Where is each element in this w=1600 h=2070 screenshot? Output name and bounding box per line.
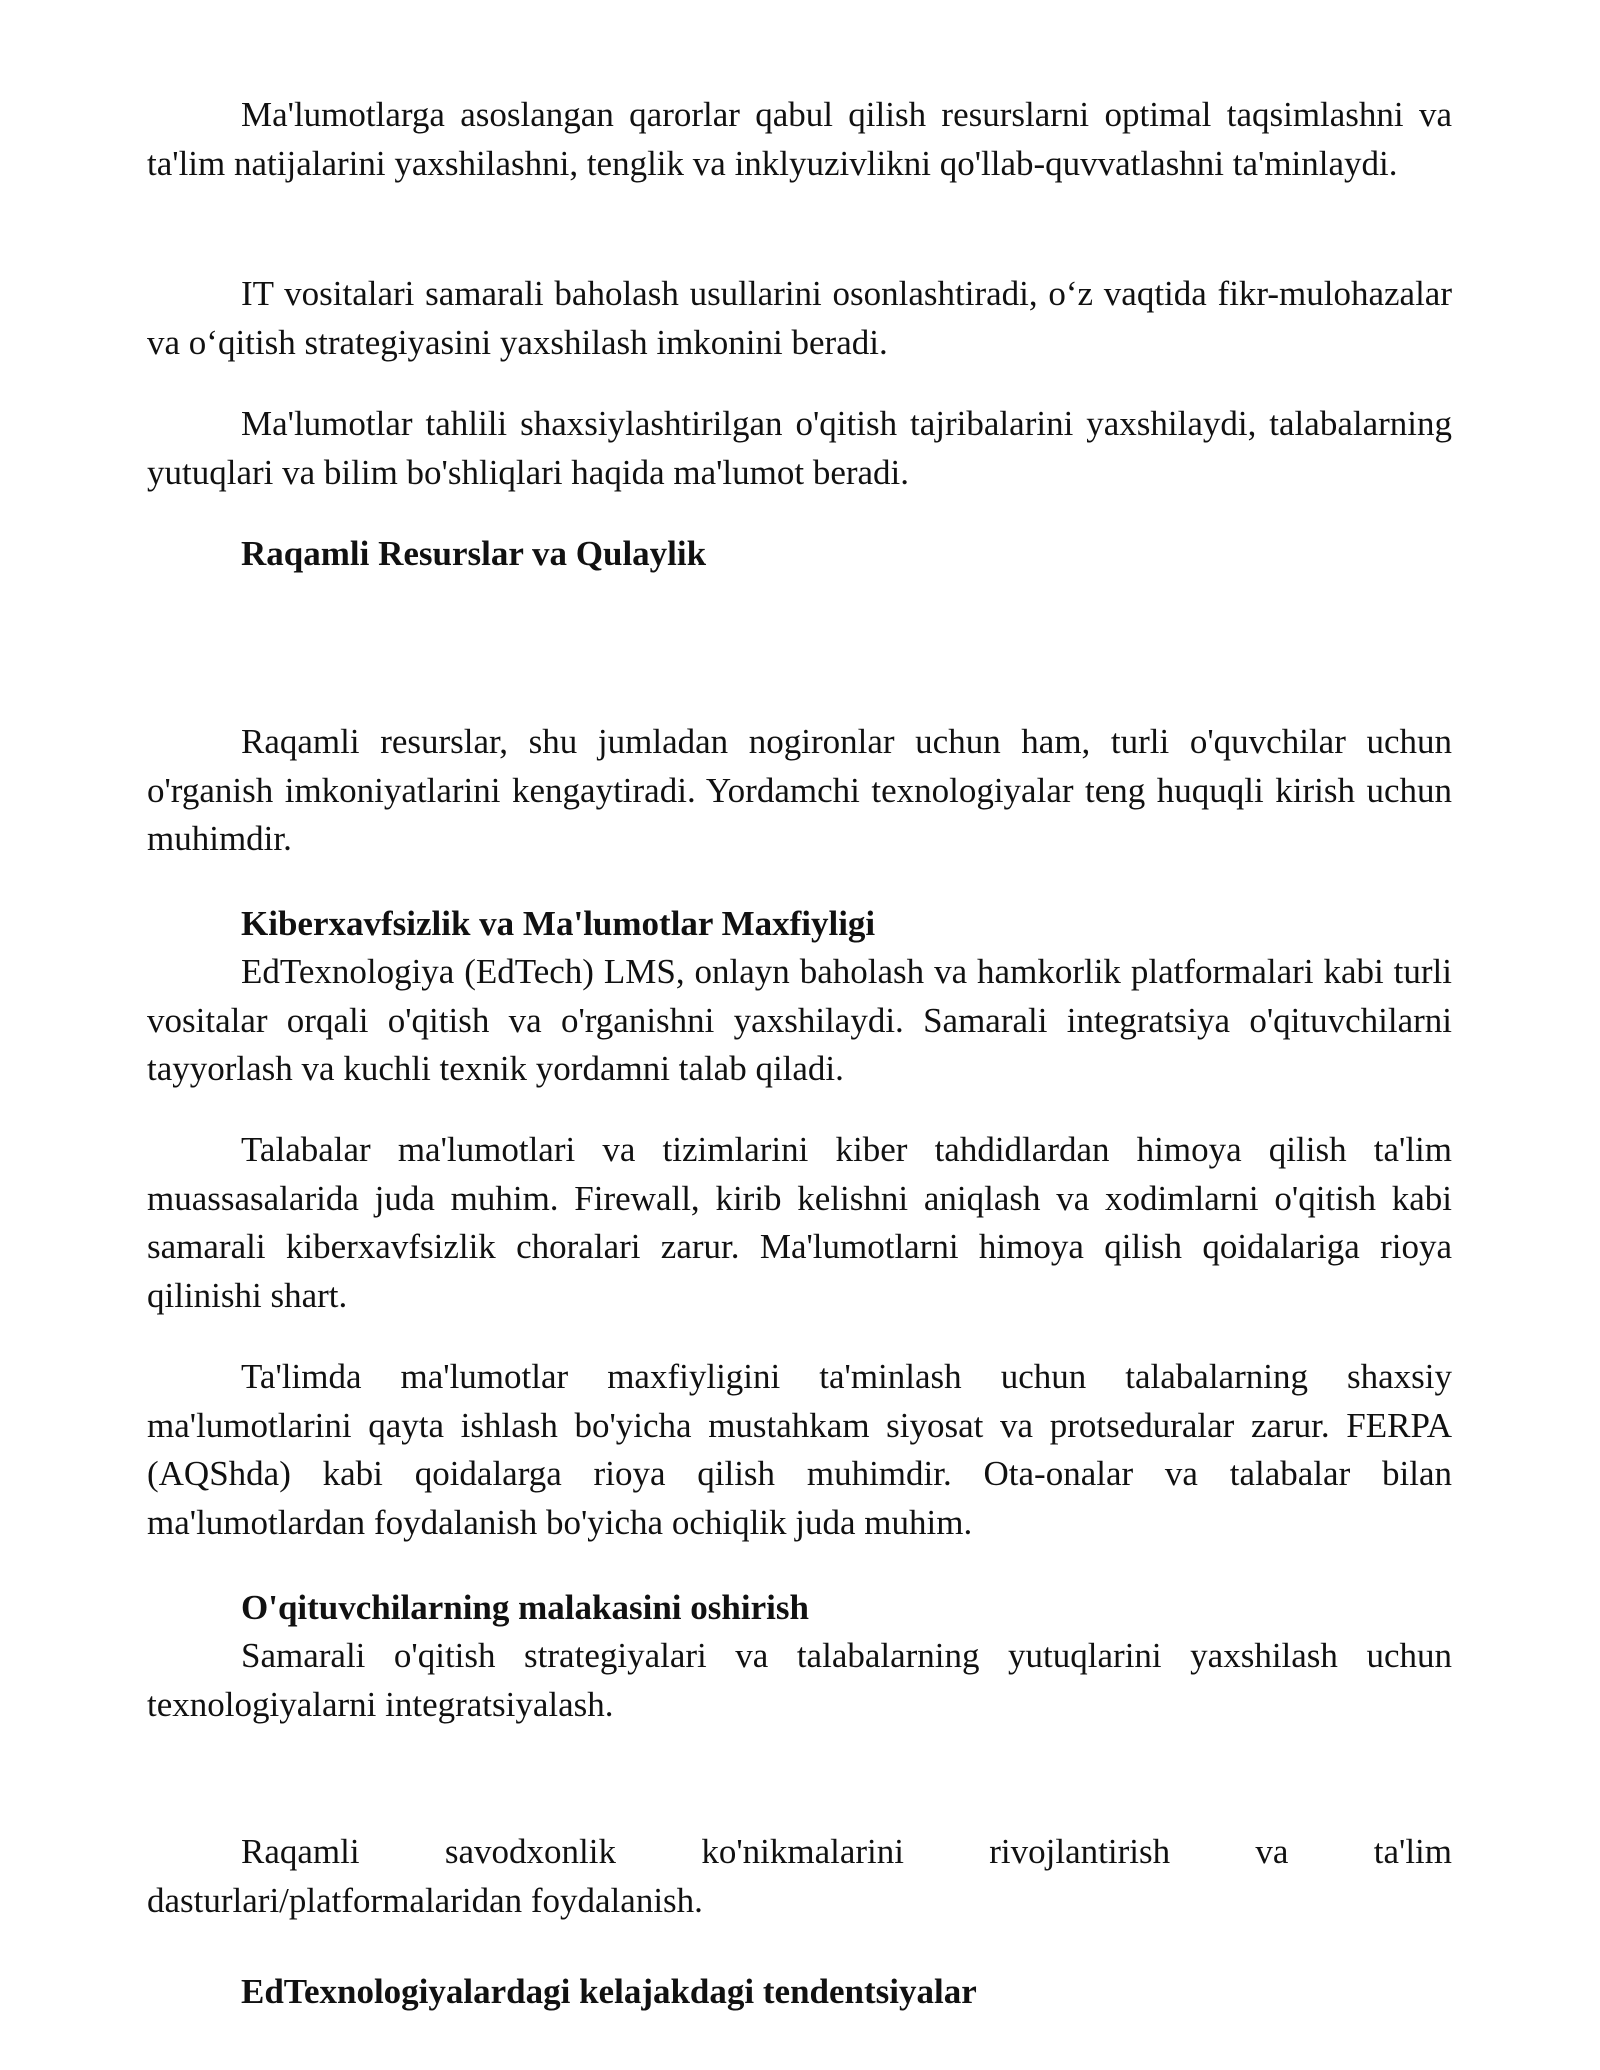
paragraph-data-driven-decisions: Ma'lumotlarga asoslangan qarorlar qabul qilish resurslarni optimal taqsimlashni va ta'lim natijalarini yaxshilashni, tenglik va inklyuzivlikni qo'llab-quvvatlashni ta'minlaydi. [147,95,1452,183]
heading-future-trends: EdTexnologiyalardagi kelajakdagi tendentsiyalar [241,1972,977,2011]
paragraph-digital-resources: Raqamli resurslar, shu jumladan nogironlar uchun ham, turli o'quvchilar uchun o'rganish imkoniyatlarini kengaytiradi. Yordamchi texnologiyalar teng huquqli kirish uchun muhimdir. [147,722,1452,858]
heading-digital-resources: Raqamli Resurslar va Qulaylik [241,534,707,573]
paragraph-data-privacy: Ta'limda ma'lumotlar maxfiyligini ta'minlash uchun talabalarning shaxsiy ma'lumotlarini qayta ishlash bo'yicha mustahkam siyosat va protseduralar zarur. FERPA (AQShda) kabi qoidalarga rioya qilish muhimdir. Ota-onalar va talabalar bilan ma'lumotlardan foydalanish bo'yicha ochiqlik juda muhim. [147,1357,1452,1542]
heading-cybersecurity: Kiberxavfsizlik va Ma'lumotlar Maxfiyligi [241,904,876,943]
paragraph-edtech: EdTexnologiya (EdTech) LMS, onlayn baholash va hamkorlik platformalari kabi turli vositalar orqali o'qitish va o'rganishni yaxshilaydi. Samarali integratsiya o'qituvchilarni tayyorlash va kuchli texnik yordamni talab qiladi. [147,952,1452,1088]
paragraph-it-tools-assessment: IT vositalari samarali baholash usullarini osonlashtiradi, o‘z vaqtida fikr-mulohazalar va o‘qitish strategiyasini yaxshilash imkonini beradi. [147,274,1452,362]
paragraph-data-analysis: Ma'lumotlar tahlili shaxsiylashtirilgan o'qitish tajribalarini yaxshilaydi, talabalarning yutuqlari va bilim bo'shliqlari haqida ma'lumot beradi. [147,404,1452,492]
paragraph-student-data-protection: Talabalar ma'lumotlari va tizimlarini kiber tahdidlardan himoya qilish ta'lim muassasalarida juda muhim. Firewall, kirib kelishni aniqlash va xodimlarni o'qitish kabi samarali kiberxavfsizlik choralari zarur. Ma'lumotlarni himoya qilish qoidalariga rioya qilinishi shart. [147,1130,1452,1315]
paragraph-teaching-strategies: Samarali o'qitish strategiyalari va talabalarning yutuqlarini yaxshilash uchun texnologiyalarni integratsiyalash. [147,1636,1452,1724]
paragraph-digital-literacy: Raqamli savodxonlik ko'nikmalarini rivojlantirish va ta'lim dasturlari/platformalaridan foydalanish. [147,1832,1452,1920]
heading-teacher-development: O'qituvchilarning malakasini oshirish [241,1588,809,1627]
